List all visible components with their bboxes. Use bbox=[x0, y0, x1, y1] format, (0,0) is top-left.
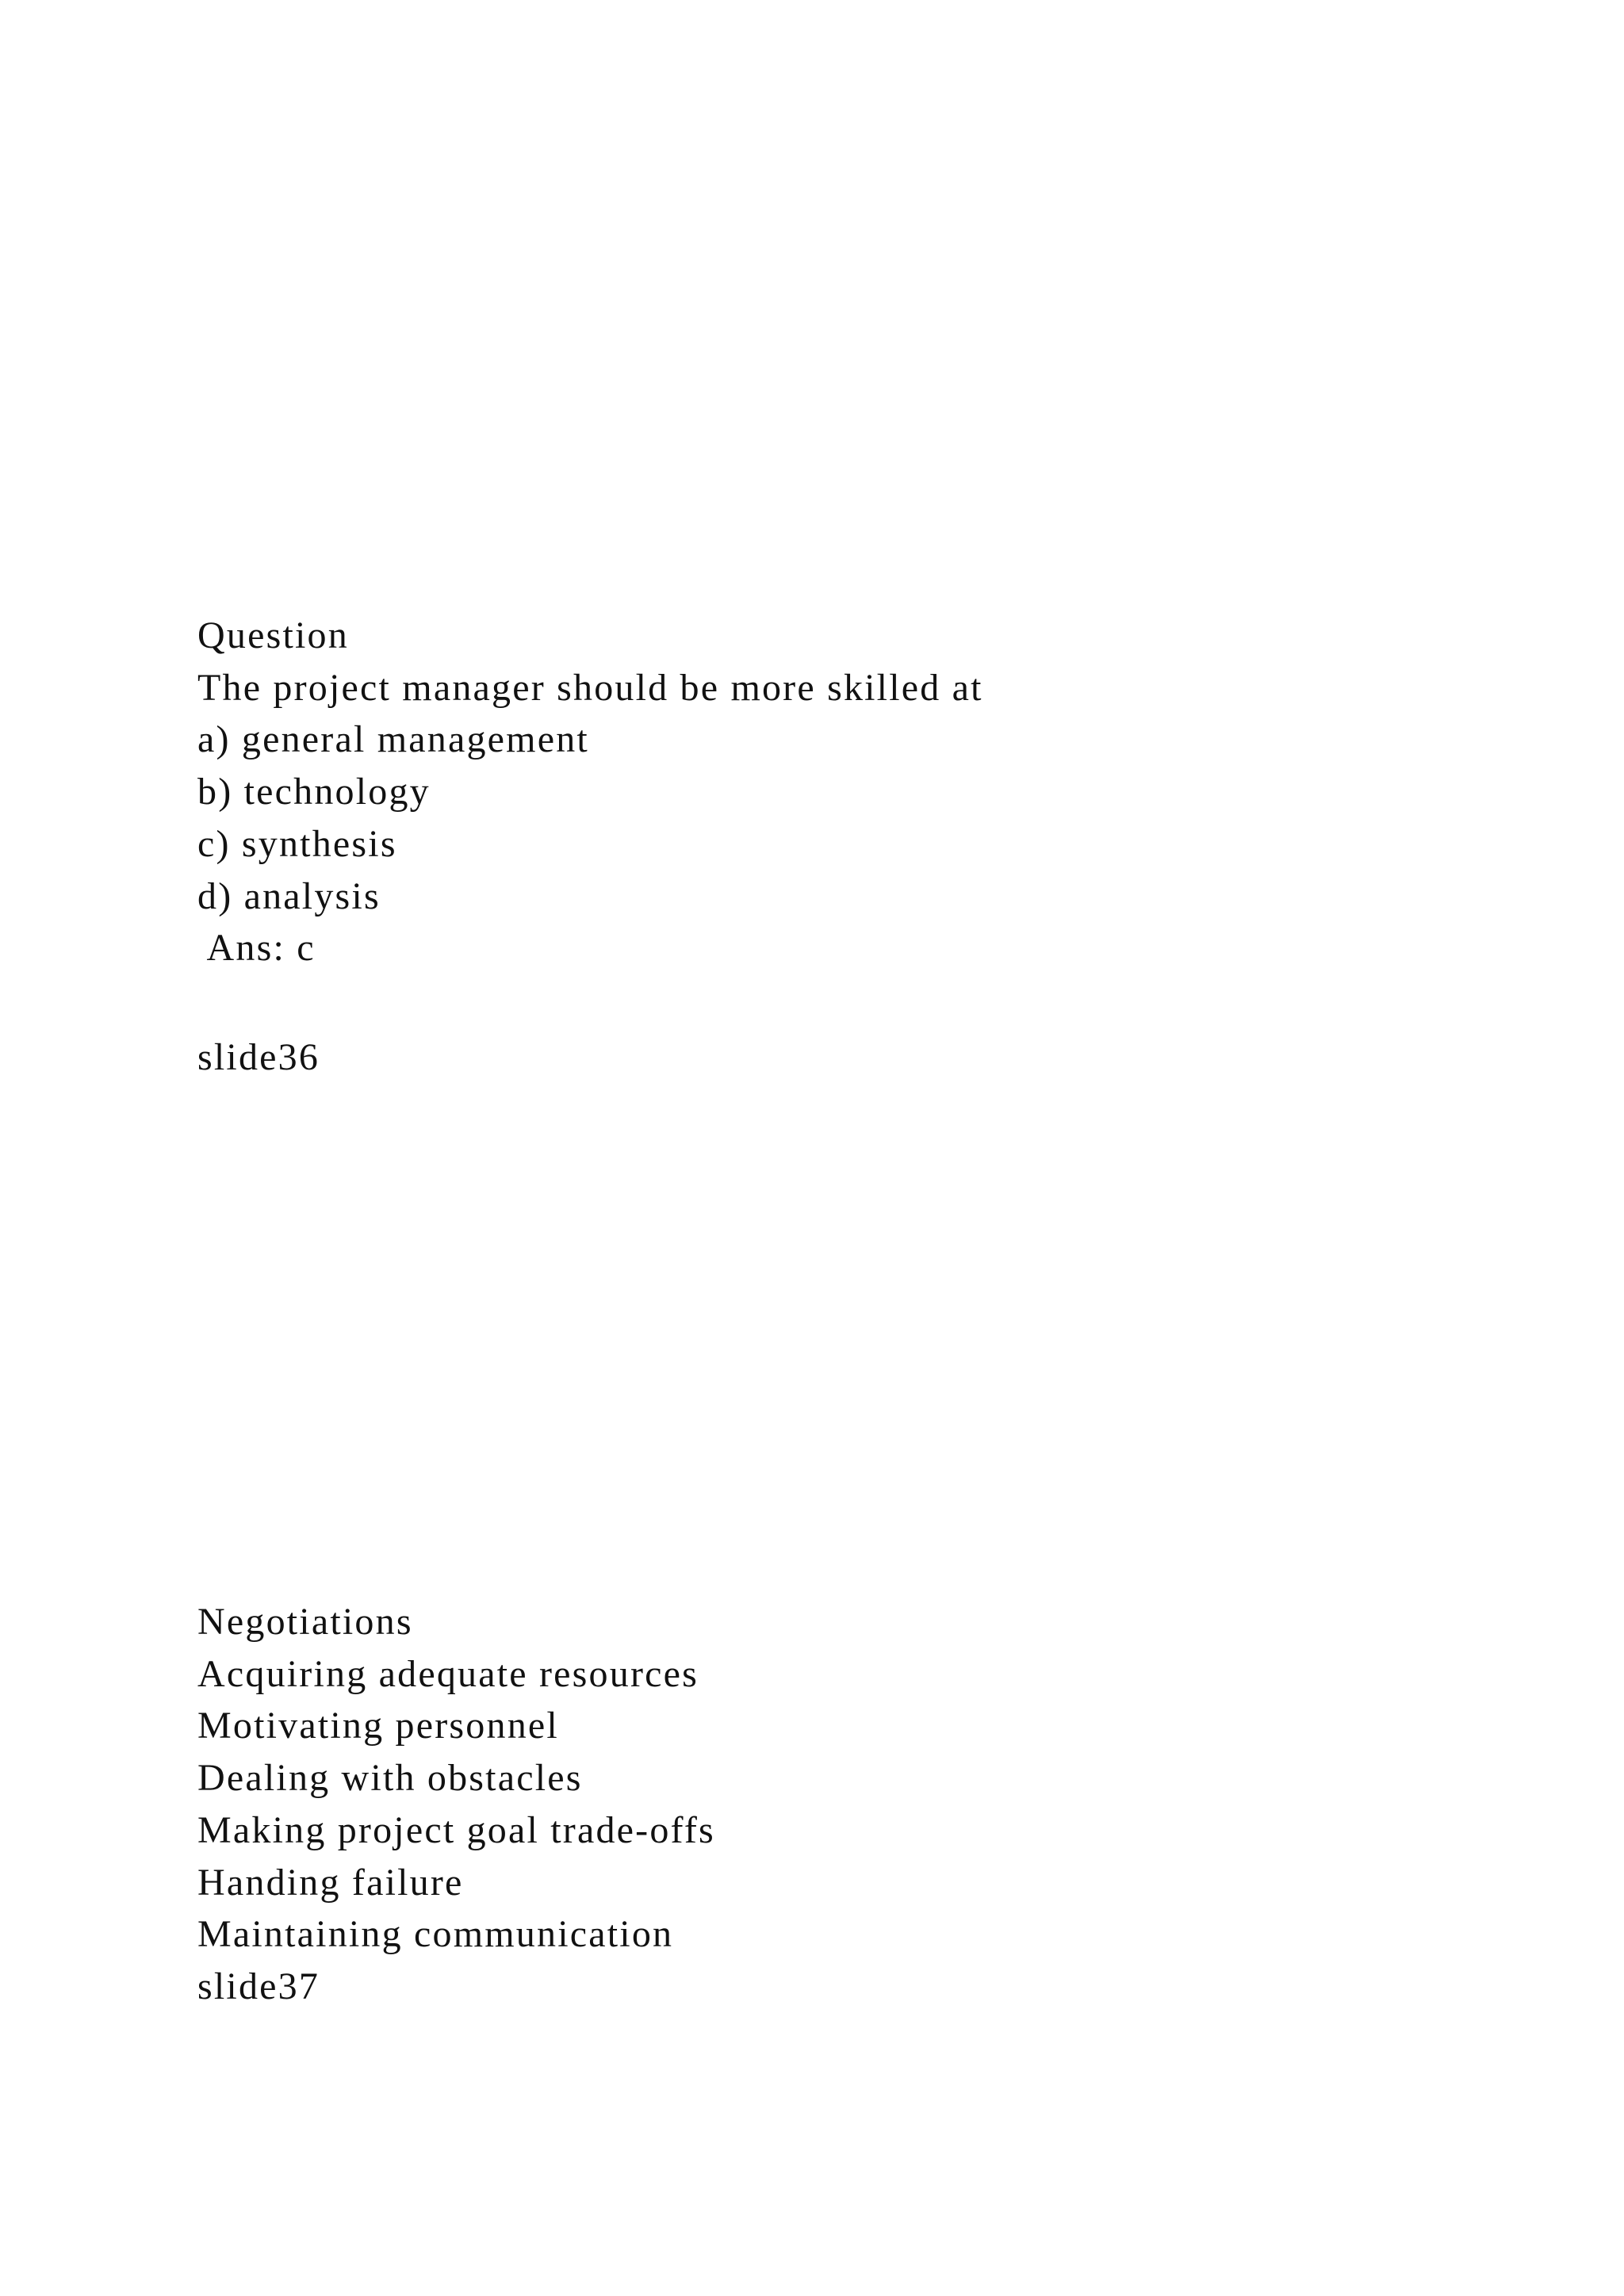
list-item: Negotiations bbox=[197, 1601, 413, 1643]
option-c: c) synthesis bbox=[197, 822, 397, 865]
list-item: Making project goal trade-offs bbox=[197, 1808, 715, 1851]
option-d: d) analysis bbox=[197, 874, 381, 917]
slide-label-block bbox=[197, 1031, 320, 1084]
list-item: Maintaining communication bbox=[197, 1913, 674, 1956]
question-block bbox=[197, 610, 983, 974]
list-item: Dealing with obstacles bbox=[197, 1757, 583, 1800]
list-item: Motivating personnel bbox=[197, 1705, 559, 1747]
slide-label: slide37 bbox=[197, 1965, 320, 2007]
question-heading: Question bbox=[197, 614, 349, 656]
slide-label: slide36 bbox=[197, 1036, 320, 1078]
question-prompt: The project manager should be more skilled at bbox=[197, 666, 983, 709]
option-a: a) general management bbox=[197, 718, 589, 761]
list-item: Handing failure bbox=[197, 1861, 464, 1904]
answer-line: Ans: c bbox=[197, 927, 316, 970]
topics-list bbox=[197, 1596, 715, 2013]
list-item: Acquiring adequate resources bbox=[197, 1652, 699, 1695]
option-b: b) technology bbox=[197, 771, 431, 813]
